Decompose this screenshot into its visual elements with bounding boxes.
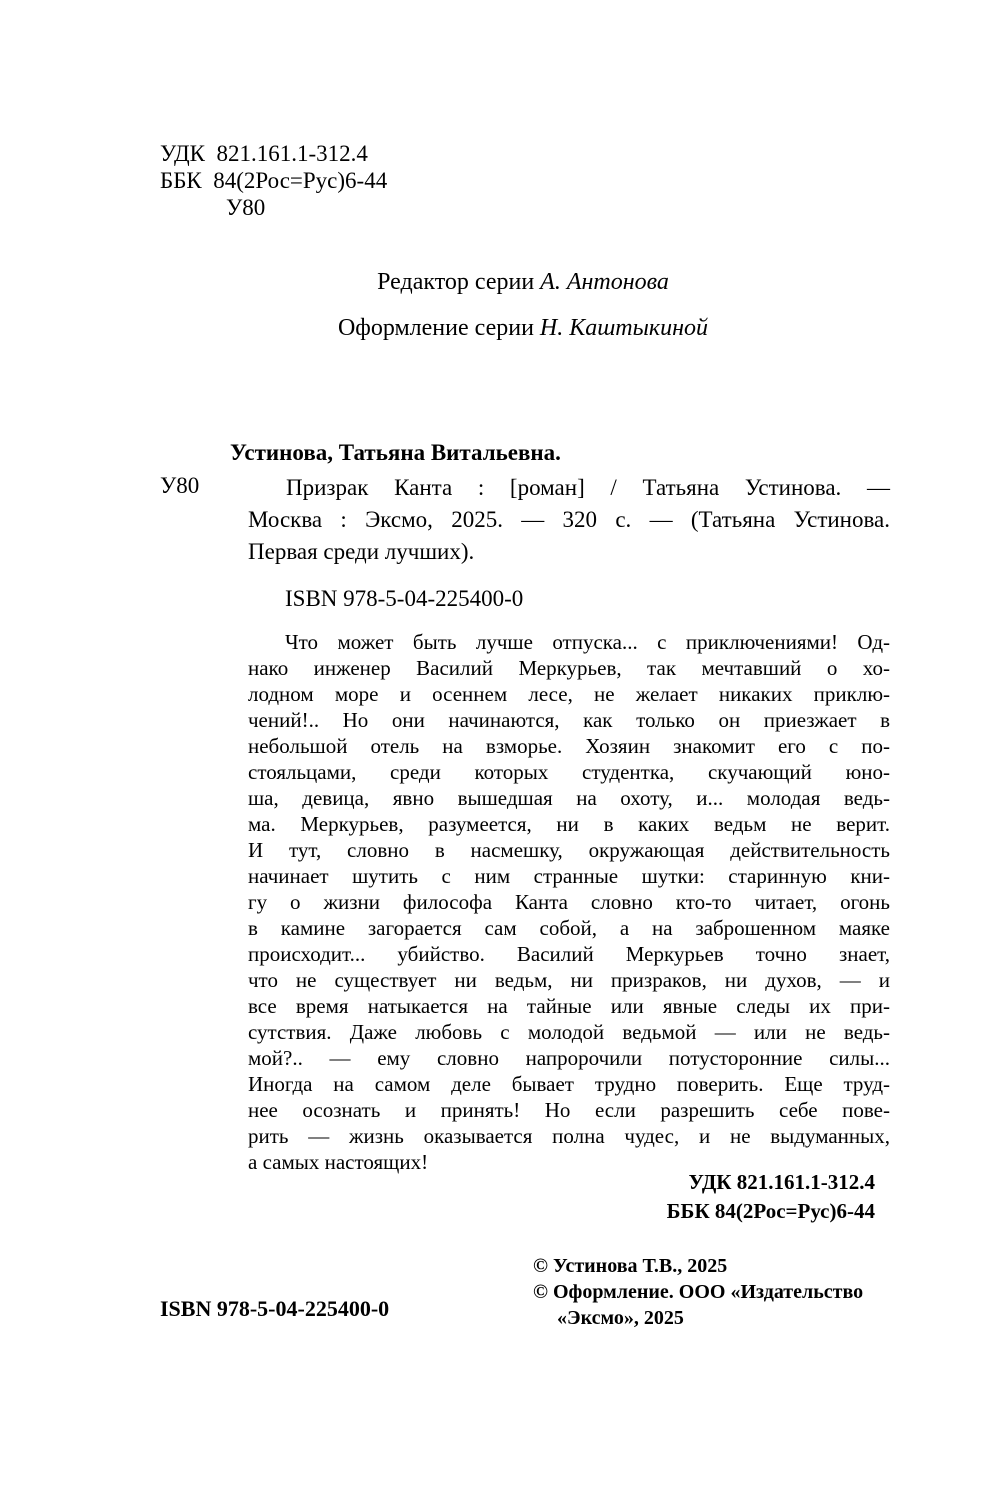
copyright-line: © Оформление. ООО «Издательство: [533, 1281, 864, 1303]
annotation-line: И тут, словно в насмешку, окружающая действительность: [248, 838, 890, 862]
series-editor-name: А. Антонова: [540, 269, 669, 295]
series-designer-label: Оформление серии: [337, 315, 540, 341]
annotation-line: мой?.. — ему словно напророчили потусторонние силы...: [248, 1046, 890, 1070]
bib-record-line: Первая среди лучших).: [248, 539, 475, 564]
bbk-code: ББК 84(2Рос=Рус)6-44: [160, 168, 388, 193]
annotation-line: нее осознать и принять! Но если разрешить себе пове-: [248, 1098, 890, 1122]
annotation-line: в камине загорается сам собой, а на заброшенном маяке: [248, 916, 890, 940]
copyright-line: «Эксмо», 2025: [557, 1307, 684, 1329]
author-sign-code: У80: [226, 195, 266, 220]
annotation-line: чений!.. Но они начинаются, как только он приезжает в: [248, 708, 890, 732]
annotation-line: Иногда на самом деле бывает трудно поверить. Еще труд-: [248, 1072, 890, 1096]
bib-margin-code: У80: [160, 473, 200, 498]
series-credits: [160, 268, 886, 342]
annotation-line: лодном море и осеннем лесе, не желает никаких приклю-: [248, 682, 890, 706]
copyright-block: [533, 1253, 863, 1331]
annotation-line: а самых настоящих!: [248, 1150, 429, 1174]
annotation-line: что не существует ни ведьм, ни призраков, ни духов, — и: [248, 968, 890, 992]
footer-bbk-code: ББК 84(2Рос=Рус)6-44: [666, 1199, 875, 1223]
bib-record-line: Призрак Канта : [роман] / Татьяна Устинова. —: [286, 475, 890, 500]
isbn-bottom: ISBN 978-5-04-225400-0: [160, 1296, 390, 1321]
annotation-line: начинает шутить с ним странные шутки: старинную кни-: [248, 864, 890, 888]
bib-isbn: ISBN 978-5-04-225400-0: [285, 586, 524, 611]
series-designer-name: Н. Каштыкиной: [539, 315, 709, 341]
footer-udk-code: УДК 821.161.1-312.4: [688, 1170, 875, 1194]
annotation-line: гу о жизни философа Канта словно кто-то читает, огонь: [248, 890, 890, 914]
annotation-line: происходит... убийство. Василий Меркурьев точно знает,: [248, 942, 890, 966]
annotation-line: ша, девица, явно вышедшая на охоту, и... молодая ведь-: [248, 786, 890, 810]
annotation-line: все время натыкается на тайные или явные следы их при-: [248, 994, 890, 1018]
annotation-paragraph: [248, 629, 890, 1175]
series-editor-label: Редактор серии: [377, 269, 541, 295]
copyright-line: © Устинова Т.В., 2025: [533, 1255, 728, 1277]
bib-record: [248, 472, 890, 568]
annotation-line: Что может быть лучше отпуска... с приключениями! Од-: [285, 630, 890, 654]
annotation-line: стояльцами, среди которых студентка, скучающий юно-: [248, 760, 890, 784]
footer-classification-codes: [667, 1168, 875, 1226]
annotation-line: небольшой отель на взморье. Хозяин знакомит его с по-: [248, 734, 890, 758]
annotation-line: нако инженер Василий Меркурьев, так мечтавший о хо-: [248, 656, 890, 680]
annotation-line: сутствия. Даже любовь с молодой ведьмой — или не ведь-: [248, 1020, 890, 1044]
series-designer-line: [160, 314, 886, 342]
bib-author-heading: Устинова, Татьяна Витальевна.: [230, 440, 561, 465]
series-editor-line: [160, 268, 886, 296]
annotation-line: ма. Меркурьев, разумеется, ни в каких ведьм не верит.: [248, 812, 890, 836]
annotation-line: рить — жизнь оказывается полна чудес, и не выдуманных,: [248, 1124, 890, 1148]
classification-codes: [160, 140, 387, 221]
udk-code: УДК 821.161.1-312.4: [160, 141, 368, 166]
bib-record-line: Москва : Эксмо, 2025. — 320 с. — (Татьяна Устинова.: [248, 507, 890, 532]
